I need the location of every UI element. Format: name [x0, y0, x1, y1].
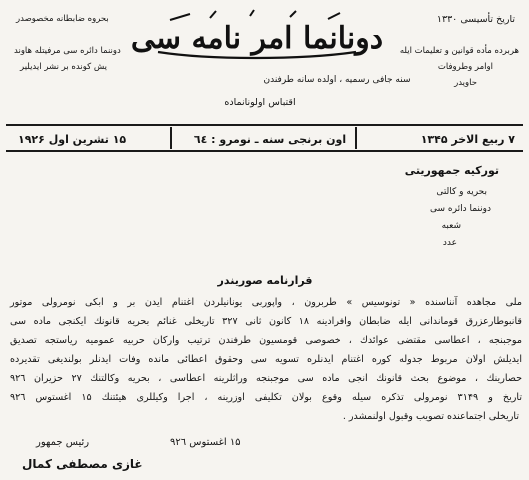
header-left-line-2: یش کونده بر نشر ایدیلیر: [20, 62, 108, 72]
header-right-line-3: حاویدر: [454, 78, 477, 88]
header-founding-date: تاریخ تأسیسی ۱۳۳۰: [436, 14, 515, 25]
masthead-title-text: دونانما امر نامه سی: [130, 21, 384, 56]
header-right-line-1: هربرده مأده قوانین و تعلیمات ایله: [399, 46, 519, 56]
signature-title: رئیس جمهور: [36, 437, 90, 448]
dateline-gregorian: ۱۵ تشرین اول ۱۹۲۶: [18, 133, 127, 146]
sender-line-1: بحریه و کالتی: [436, 187, 487, 197]
sender-line-4: عدد: [442, 238, 457, 248]
header-left-line-1: دوننما دائره سی مرفیتله هاوند: [14, 46, 121, 56]
masthead-subtitle-2: اقتباس اولونانماده: [224, 97, 296, 108]
section-title: قرارنامه صوریندر: [217, 274, 313, 287]
sender-title: تورکیه جمهوریتی: [404, 164, 499, 177]
masthead-calligraphy: [130, 8, 384, 66]
body-line: تاریخ و ۳۱۴۹ نومرولی تذکره سیله وقوع بولان تکلیفی اوزرینه ، اجرا وکیللری هیئتنك ۱۵ اغستوس ۹۲٦: [10, 392, 522, 403]
vertical-divider-1: [355, 127, 357, 149]
header-left-top: بحروه ضابطانه مخصوصدر: [16, 14, 109, 24]
dateline-hijri: ۷ ربیع الاخر ۱۳۴۵: [420, 133, 515, 146]
body-line: ملی مجاهده آنناسنده « تونوسیس » طربرون ، واپوربی یونانیلردن اغتنام ایدن بر و ابکی نومرولی موتور: [10, 297, 522, 308]
bottom-rule: [6, 150, 523, 152]
dateline-issue: اون برنجی سنه ـ نومرو : ٦٤: [193, 133, 347, 146]
header-right-line-2: اوامر وطروفات: [437, 62, 493, 72]
sender-line-3: شعبه: [441, 221, 461, 231]
masthead-subtitle: سنه جافی رسمیه ، اولده سانه طرفندن: [263, 75, 411, 85]
signature-date: ۱۵ اغستوس ۹۲٦: [170, 437, 241, 448]
body-line: حصارینك ، موضوع بحث قانونك انجی ماده سی موجبنجه وراثلرینه اعطاسی ، بحریه وکالتنك ۲۷ حزیران ۹۲٦: [10, 373, 523, 384]
body-line: قانبوطارعزرق قوماندانی ایله ضابطان وافرادینه ۱۸ کانون ثانی ۳۲۷ تاریخلی غنائم بحریه قانونك ایکنجی ماده سی: [10, 316, 522, 327]
vertical-divider-2: [170, 127, 172, 149]
sender-line-2: دوننما دائره سی: [430, 204, 491, 214]
body-line: موجبنجه ، اعطاسی مقتضی عوائدك ، خصوصی قومسیون طرفندن ترتیب وارکان حربیه عمومیه ریاستجه تصدیق: [10, 335, 522, 346]
body-line: ایدیلش اولان مربوط جدوله کوره اغتنام ایدنلره تسویه سی وحقوق اعطائی مانده وفات ایدنلر بولندیغی تقدیرده: [10, 354, 522, 365]
signature-name: غازی مصطفی کمال: [22, 457, 143, 471]
top-rule: [6, 124, 523, 126]
body-line-last: تاریخلی اجتماعنده تصویب وقبول اولنمشدر .: [342, 411, 519, 422]
